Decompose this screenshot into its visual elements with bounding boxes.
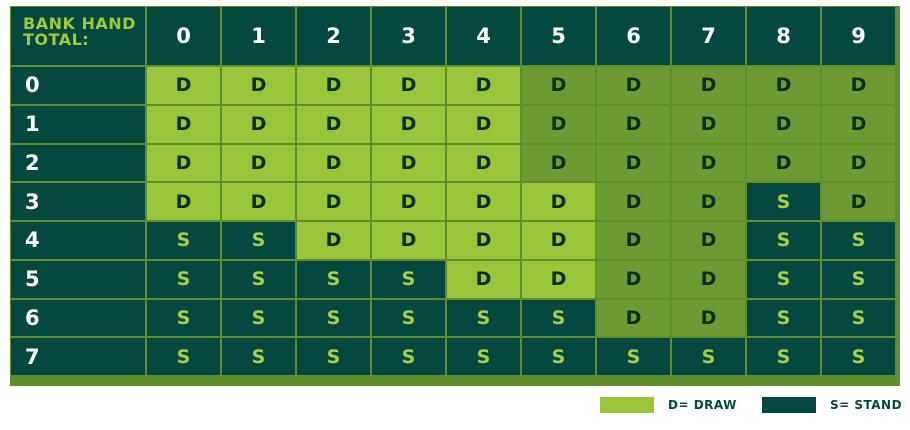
cell-r1-c4: D xyxy=(447,106,520,143)
cell-r5-c8: S xyxy=(747,261,820,298)
cell-r7-c4: S xyxy=(447,338,520,375)
cell-r1-c0: D xyxy=(147,106,220,143)
cell-r1-c3: D xyxy=(372,106,445,143)
cell-r3-c5: D xyxy=(522,183,595,220)
cell-r4-c3: D xyxy=(372,222,445,259)
cell-r0-c3: D xyxy=(372,67,445,104)
legend-label-draw: D= DRAW xyxy=(668,398,737,412)
cell-r0-c2: D xyxy=(297,67,370,104)
row-header-3: 3 xyxy=(11,183,145,220)
column-header-6: 6 xyxy=(597,7,670,65)
cell-r2-c6: D xyxy=(597,145,670,182)
cell-r4-c5: D xyxy=(522,222,595,259)
cell-r3-c2: D xyxy=(297,183,370,220)
cell-r0-c8: D xyxy=(747,67,820,104)
column-header-7: 7 xyxy=(672,7,745,65)
cell-r0-c6: D xyxy=(597,67,670,104)
row-header-4: 4 xyxy=(11,222,145,259)
corner-label: BANK HAND TOTAL: xyxy=(11,7,145,65)
cell-r1-c7: D xyxy=(672,106,745,143)
cell-r6-c7: D xyxy=(672,300,745,337)
cell-r0-c9: D xyxy=(822,67,895,104)
cell-r5-c6: D xyxy=(597,261,670,298)
cell-r7-c1: S xyxy=(222,338,295,375)
cell-r1-c6: D xyxy=(597,106,670,143)
cell-r2-c3: D xyxy=(372,145,445,182)
cell-r7-c8: S xyxy=(747,338,820,375)
row-header-5: 5 xyxy=(11,261,145,298)
cell-r1-c5: D xyxy=(522,106,595,143)
cell-r0-c5: D xyxy=(522,67,595,104)
cell-r0-c4: D xyxy=(447,67,520,104)
row-header-0: 0 xyxy=(11,67,145,104)
cell-r4-c9: S xyxy=(822,222,895,259)
cell-r7-c6: S xyxy=(597,338,670,375)
legend-swatch-draw xyxy=(600,397,654,413)
column-header-8: 8 xyxy=(747,7,820,65)
row-header-7: 7 xyxy=(11,338,145,375)
row-header-6: 6 xyxy=(11,300,145,337)
cell-r3-c9: D xyxy=(822,183,895,220)
legend-swatch-stand xyxy=(762,397,816,413)
cell-r0-c1: D xyxy=(222,67,295,104)
cell-r6-c3: S xyxy=(372,300,445,337)
cell-r3-c8: S xyxy=(747,183,820,220)
cell-r7-c3: S xyxy=(372,338,445,375)
legend-label-stand: S= STAND xyxy=(830,398,903,412)
cell-r5-c2: S xyxy=(297,261,370,298)
cell-r2-c7: D xyxy=(672,145,745,182)
cell-r1-c9: D xyxy=(822,106,895,143)
cell-r5-c4: D xyxy=(447,261,520,298)
cell-r6-c1: S xyxy=(222,300,295,337)
cell-r3-c4: D xyxy=(447,183,520,220)
cell-r5-c7: D xyxy=(672,261,745,298)
cell-r6-c8: S xyxy=(747,300,820,337)
cell-r2-c2: D xyxy=(297,145,370,182)
cell-r7-c0: S xyxy=(147,338,220,375)
cell-r3-c6: D xyxy=(597,183,670,220)
column-header-4: 4 xyxy=(447,7,520,65)
cell-r4-c8: S xyxy=(747,222,820,259)
cell-r6-c0: S xyxy=(147,300,220,337)
cell-r0-c0: D xyxy=(147,67,220,104)
column-header-2: 2 xyxy=(297,7,370,65)
cell-r4-c4: D xyxy=(447,222,520,259)
cell-r2-c1: D xyxy=(222,145,295,182)
cell-r1-c1: D xyxy=(222,106,295,143)
cell-r7-c2: S xyxy=(297,338,370,375)
cell-r3-c1: D xyxy=(222,183,295,220)
cell-r7-c5: S xyxy=(522,338,595,375)
cell-r6-c4: S xyxy=(447,300,520,337)
cell-r6-c2: S xyxy=(297,300,370,337)
cell-r2-c0: D xyxy=(147,145,220,182)
cell-r5-c3: S xyxy=(372,261,445,298)
cell-r0-c7: D xyxy=(672,67,745,104)
cell-r2-c5: D xyxy=(522,145,595,182)
baccarat-draw-chart xyxy=(10,6,900,386)
cell-r5-c5: D xyxy=(522,261,595,298)
cell-r6-c6: D xyxy=(597,300,670,337)
row-header-1: 1 xyxy=(11,106,145,143)
column-header-3: 3 xyxy=(372,7,445,65)
cell-r2-c4: D xyxy=(447,145,520,182)
cell-r3-c7: D xyxy=(672,183,745,220)
column-header-5: 5 xyxy=(522,7,595,65)
cell-r4-c1: S xyxy=(222,222,295,259)
column-header-0: 0 xyxy=(147,7,220,65)
cell-r6-c9: S xyxy=(822,300,895,337)
cell-r5-c9: S xyxy=(822,261,895,298)
cell-r5-c0: S xyxy=(147,261,220,298)
cell-r6-c5: S xyxy=(522,300,595,337)
cell-r7-c9: S xyxy=(822,338,895,375)
cell-r4-c0: S xyxy=(147,222,220,259)
cell-r3-c0: D xyxy=(147,183,220,220)
cell-r4-c7: D xyxy=(672,222,745,259)
column-header-1: 1 xyxy=(222,7,295,65)
cell-r1-c2: D xyxy=(297,106,370,143)
cell-r3-c3: D xyxy=(372,183,445,220)
cell-r2-c9: D xyxy=(822,145,895,182)
cell-r2-c8: D xyxy=(747,145,820,182)
row-header-2: 2 xyxy=(11,145,145,182)
column-header-9: 9 xyxy=(822,7,895,65)
cell-r5-c1: S xyxy=(222,261,295,298)
cell-r7-c7: S xyxy=(672,338,745,375)
cell-r1-c8: D xyxy=(747,106,820,143)
cell-r4-c2: D xyxy=(297,222,370,259)
cell-r4-c6: D xyxy=(597,222,670,259)
